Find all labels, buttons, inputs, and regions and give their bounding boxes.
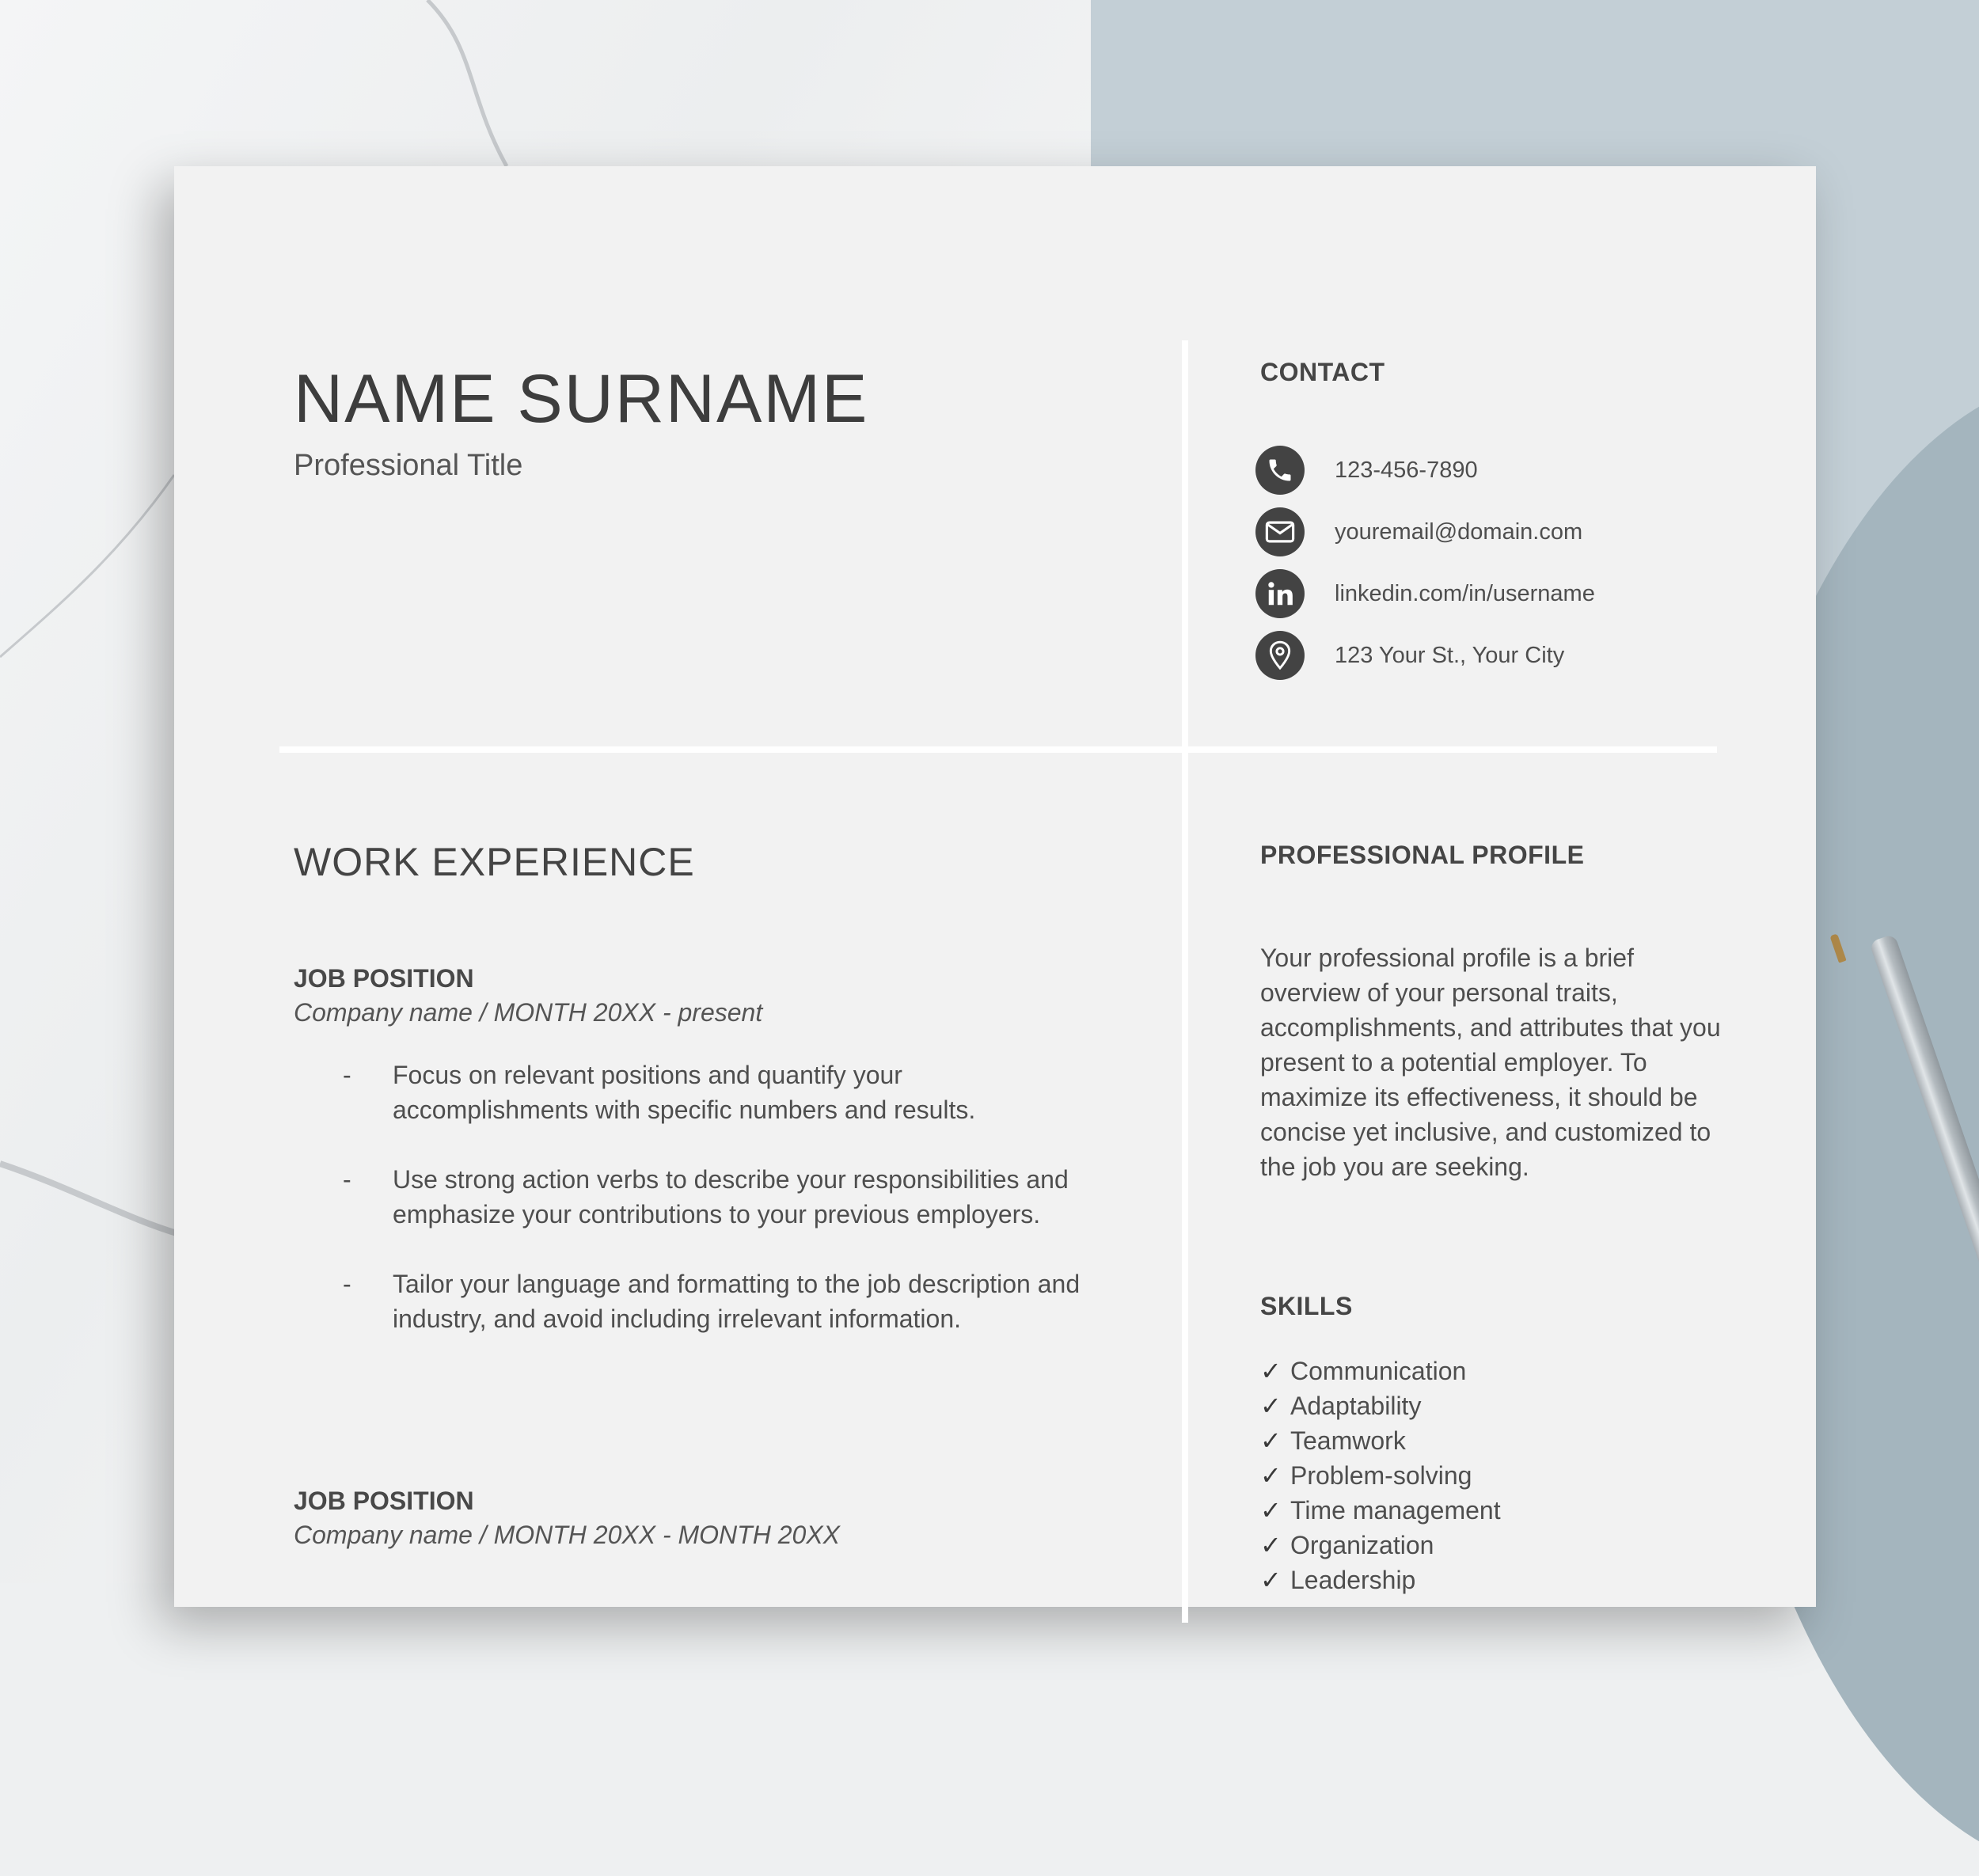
job-bullet-text: Tailor your language and formatting to the job description and industry, and avoid including irrelevant information. bbox=[393, 1270, 1081, 1333]
contact-address-text: 123 Your St., Your City bbox=[1335, 642, 1565, 668]
job-bullet-text: Focus on relevant positions and quantify your accomplishments with specific numbers and results. bbox=[393, 1061, 976, 1124]
vertical-divider bbox=[1182, 340, 1188, 1623]
contact-email bbox=[1255, 501, 1595, 563]
contact-phone-text[interactable]: 123-456-7890 bbox=[1335, 457, 1478, 483]
check-icon: ✓ bbox=[1260, 1426, 1282, 1455]
job-company-dates: Company name / MONTH 20XX - MONTH 20XX bbox=[294, 1521, 840, 1549]
contact-address bbox=[1255, 625, 1595, 686]
skills-list bbox=[1260, 1354, 1501, 1597]
skill-label: Adaptability bbox=[1290, 1392, 1422, 1420]
skill-item bbox=[1260, 1563, 1501, 1597]
contact-heading: CONTACT bbox=[1260, 358, 1385, 386]
job-bullet: - Tailor your language and formatting to the job description and industry, and avoid including irrelevant information. bbox=[343, 1270, 1081, 1333]
check-icon: ✓ bbox=[1260, 1461, 1282, 1490]
location-pin-icon bbox=[1255, 631, 1305, 680]
check-icon: ✓ bbox=[1260, 1357, 1282, 1385]
job-bullet: - Focus on relevant positions and quantify your accomplishments with specific numbers and results. bbox=[343, 1061, 976, 1124]
skill-item bbox=[1260, 1423, 1501, 1458]
profile-text: Your professional profile is a brief overview of your personal traits, accomplishments, and attributes that you present to a potential employer. To maximize its effectiveness, it should be concise yet inclusive, and customized to the job you are seeking. bbox=[1260, 944, 1721, 1181]
profile-heading: PROFESSIONAL PROFILE bbox=[1260, 841, 1585, 869]
check-icon: ✓ bbox=[1260, 1392, 1282, 1420]
linkedin-icon bbox=[1255, 569, 1305, 618]
job-company-dates: Company name / MONTH 20XX - present bbox=[294, 998, 763, 1027]
job-position: JOB POSITION bbox=[294, 964, 474, 993]
job-entry bbox=[294, 1487, 1101, 1550]
contact-email-text[interactable]: youremail@domain.com bbox=[1335, 518, 1583, 545]
skill-item bbox=[1260, 1458, 1501, 1493]
skills-heading: SKILLS bbox=[1260, 1292, 1353, 1320]
phone-icon bbox=[1255, 446, 1305, 495]
contact-list bbox=[1255, 439, 1595, 686]
check-icon: ✓ bbox=[1260, 1496, 1282, 1525]
check-icon: ✓ bbox=[1260, 1531, 1282, 1559]
skill-label: Time management bbox=[1290, 1496, 1501, 1525]
contact-linkedin-text[interactable]: linkedin.com/in/username bbox=[1335, 580, 1595, 606]
skill-item bbox=[1260, 1493, 1501, 1528]
work-experience-heading: WORK EXPERIENCE bbox=[294, 840, 695, 884]
job-bullet: - Use strong action verbs to describe your responsibilities and emphasize your contributions to your previous employers. bbox=[343, 1165, 1069, 1229]
skill-label: Organization bbox=[1290, 1531, 1434, 1559]
job-position: JOB POSITION bbox=[294, 1487, 474, 1515]
email-icon bbox=[1255, 507, 1305, 556]
skill-item bbox=[1260, 1528, 1501, 1563]
candidate-name: NAME SURNAME bbox=[294, 361, 869, 437]
professional-title: Professional Title bbox=[294, 449, 523, 482]
contact-phone bbox=[1255, 439, 1595, 501]
check-icon: ✓ bbox=[1260, 1566, 1282, 1594]
contact-linkedin bbox=[1255, 563, 1595, 625]
skill-label: Teamwork bbox=[1290, 1426, 1406, 1455]
skill-label: Communication bbox=[1290, 1357, 1467, 1385]
job-entry bbox=[294, 964, 1101, 1371]
skill-item bbox=[1260, 1388, 1501, 1423]
job-bullets bbox=[294, 1058, 1101, 1336]
skill-label: Leadership bbox=[1290, 1566, 1416, 1594]
horizontal-divider bbox=[279, 746, 1717, 753]
skill-item bbox=[1260, 1354, 1501, 1388]
resume-page bbox=[174, 166, 1816, 1607]
skill-label: Problem-solving bbox=[1290, 1461, 1472, 1490]
job-bullet-text: Use strong action verbs to describe your responsibilities and emphasize your contributions to your previous employers. bbox=[393, 1165, 1069, 1229]
